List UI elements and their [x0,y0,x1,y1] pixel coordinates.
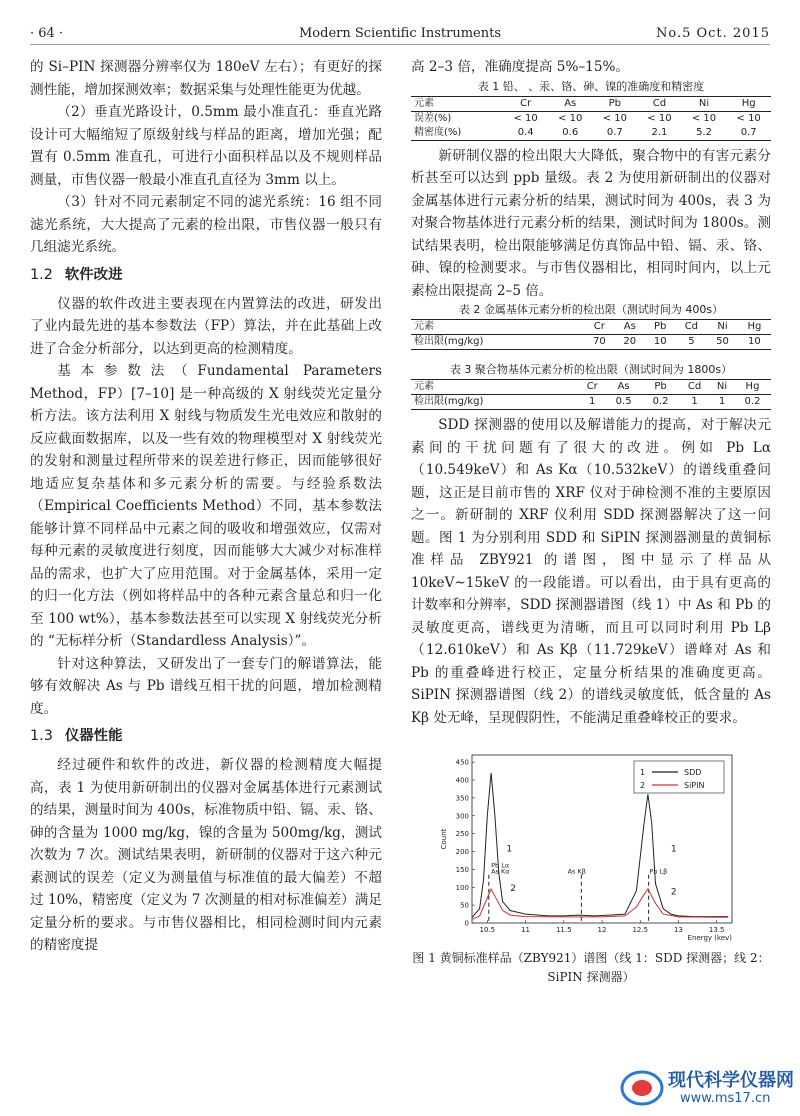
table-header-cell: Hg [747,321,762,332]
x-tick-label: 12.5 [632,926,649,934]
y-tick-label: 100 [455,883,469,892]
figure-1 [436,747,746,945]
page-number: · 64 · [30,26,64,41]
chart-annotation: 1 [670,844,677,855]
chart-annotation: Pb Lα [491,861,510,870]
table-header-cell: As [617,381,630,392]
table-header-cell: Ni [717,321,728,332]
logo-text: 现代科学仪器网 [668,1070,794,1091]
table-cell: < 10 [691,112,717,124]
table-cell: 1 [691,396,698,407]
table-cell: 检出限(mg/kg) [414,336,484,347]
y-tick-label: 350 [455,794,469,803]
table-cell: 70 [592,336,606,347]
table-row [411,335,771,350]
paragraph: 高 2–3 倍，准确度提高 5%–15%。 [411,59,629,75]
legend-label: SiPIN [684,781,705,790]
paragraph: 的 Si–PIN 探测器分辨率仅为 180eV 左右）；有更好的探测性能，增加探测效率；数据采集与处理性能更为优越。 [30,59,382,98]
paragraph: SDD 探测器的使用以及解谱能力的提高，对于解决元素间的干扰问题有了很大的改进。例如 Pb Lα（10.549keV）和 As Kα（10.532keV）的谱线重叠问题，这正是目前市售的 XRF 仪对于砷检测不准的主要原因之一。新研制的 XRF 仪利用 SDD 探测器解决了这一问题。图 1 为分别利用 SDD 和 SiPIN 探测器测量的黄铜标准样品 ZBY921 的谱图，图中显示了样品从 10keV~15keV 的一段能谱。可以看出，由于具有更高的计数率和分辨率，SDD 探测器谱图（线 1）中 As 和 Pb 的灵敏度更高，谱线更为清晰，而且可以同时利用 Pb Lβ（12.610keV）和 As Kβ（11.729keV）谱峰对 As 和 Pb 的重叠峰进行校正，定量分析结果的准确度更高。SiPIN 探测器谱图（线 2）的谱线灵敏度低，低含量的 As Kβ 处无峰，呈现假阴性，不能满足重叠峰校正的要求。 [411,417,771,726]
table-row [411,111,771,126]
table-3 [411,379,771,410]
table-header-cell: Ni [716,381,728,392]
table-cell: 精密度(%) [414,126,462,138]
table-cell: 1 [718,396,726,407]
x-tick-label: 10.5 [479,926,496,934]
right-column [411,56,771,987]
table-cell: 0.5 [615,396,632,407]
table-header-cell: Pb [608,97,622,109]
table-header-cell: 元素 [414,97,434,109]
paragraph: 新研制仪器的检出限大大降低，聚合物中的有害元素分析甚至可以达到 ppb 量级。表 2 为使用新研制出的仪器对金属基体进行元素分析的结果，测试时间为 400s，表 3 为对聚合物基体进行元素分析的结果，测试时间为 1800s。测试结果表明，检出限能够满足仿真饰品中铅、镉、汞、铬、砷、镍的检测要求。与市售仪器相比，相同时间内，以上元素检出限提高 2–5 倍。 [411,147,771,299]
y-tick-label: 200 [455,848,469,857]
y-axis-label: Count [440,828,448,850]
table-cell: < 10 [736,112,761,124]
table-row [411,126,771,141]
y-tick-label: 150 [455,865,469,874]
y-tick-label: 50 [460,901,469,910]
issue-info: No.5 Oct. 2015 [655,26,770,41]
left-column [30,56,382,957]
table-header-cell: As [623,321,636,332]
site-logo [620,1066,792,1110]
chart-annotation: As Kβ [567,867,586,876]
y-tick-label: 400 [455,776,469,785]
table-header-cell: Ni [698,97,710,109]
table-cell: 0.7 [740,126,757,138]
table-cell: 2.1 [651,126,668,138]
legend-number: 1 [640,768,646,777]
table-cell: 0.6 [562,126,579,138]
x-tick-label: 11.5 [555,926,572,934]
table-3-caption: 表 3 聚合物基体元素分析的检出限（测试时间为 1800s） [449,363,733,376]
table-cell: 0.4 [517,126,534,138]
x-tick-label: 13 [674,926,683,934]
table-header-cell: Cr [593,321,605,332]
table-header-cell: Hg [745,381,760,392]
table-2 [411,319,771,350]
x-tick-label: 11 [521,926,530,934]
table-cell: 10 [653,336,667,347]
figure-1-caption: 图 1 黄铜标准样品（ZBY921）谱图（线 1：SDD 探测器；线 2：SiPIN 探测器） [412,951,770,984]
logo-mark-icon [620,1068,664,1108]
x-axis-label: Energy (kev) [687,934,732,942]
y-tick-label: 250 [455,830,469,839]
table-header-cell: Cr [586,381,598,392]
logo-url: www.ms17.cn [680,1091,771,1106]
table-cell: 0.7 [606,126,623,138]
table-header-cell: Cd [652,97,667,109]
y-tick-label: 450 [455,758,469,767]
x-tick-label: 13.5 [708,926,725,934]
chart-annotation: As Kα [491,867,510,876]
table-cell: < 10 [558,112,583,124]
table-header-cell: Pb [654,381,667,392]
paragraph: 基本参数法（Fundamental Parameters Method，FP）[7–10] 是一种高级的 X 射线荧光定量分析方法。该方法利用 X 射线与物质发生光电效应和散射的反应截面数据库，以及一些有效的物理模型对 X 射线荧光的发射和测量过程所带来的误差进行修正，因而能够很好地适应复杂基体和多元素分析的需要。与经验系数法（Empirical Coefficients Method）不同，基本参数法能够计算不同样品中元素之间的吸收和增强效应，仅需对每种元素的灵敏度进行刻度，因而能够大大减少对标准样品的需求，也扩大了应用范围。对于金属基体，采用一定的归一化方法（例如将样品中的各种元素含量总和归一化至 100 wt%），基本参数法甚至可以实现 X 射线荧光分析的 “无标样分析（Standardless Analysis）”。 [30,363,382,649]
table-cell: 20 [623,336,637,347]
paragraph: 经过硬件和软件的改进，新仪器的检测精度大幅提高，表 1 为使用新研制出的仪器对金属基体进行元素测试的结果，测量时间为 400s，标准物质中铅、镉、汞、铬、砷的含量为 1000 mg/kg，镍的含量为 500mg/kg，测试次数为 7 次。测试结果表明，新研制的仪器对于这六种元素测试的误差（定义为测量值与标准值的最大偏差）不超过 10%，精密度（定义为 7 次测量的相对标准偏差）满足定量分析的要求。与市售仪器相比，相同检测时间内元素的精密度提 [30,757,382,953]
table-cell: < 10 [513,112,538,124]
table-header-cell: 元素 [414,381,434,392]
table-1-caption: 表 1 铅、 、汞、铬、砷、镍的准确度和精密度 [477,79,705,93]
table-header-cell: Hg [741,97,756,109]
table-header-cell: As [564,97,577,109]
paragraph: （2）垂直光路设计，0.5mm 最小准直孔：垂直光路设计可大幅缩短了原级射线与样品的距离，增加光强；配置有 0.5mm 准直孔，可进行小面积样品以及不规则样品测量，市售仪器一般最小准直孔直径为 3mm 以上。 [30,104,382,188]
chart-annotation: Pb Lβ [649,867,668,876]
paragraph: 针对这种算法，又研发出了一套专门的解谱算法，能够有效解决 As 与 Pb 谱线互相干扰的问题，增加检测精度。 [30,655,382,717]
table-header-cell: 元素 [414,321,434,332]
table-cell: 误差(%) [414,112,452,124]
table-row [411,395,771,410]
table-1 [411,96,771,141]
section-heading-1-3: 1.3 仪器性能 [30,728,123,744]
chart-annotation: 2 [670,887,677,898]
legend-box [634,761,724,793]
table-header-cell: Pb [654,321,667,332]
table-cell: 0.2 [744,396,761,407]
table-cell: 5.2 [696,126,712,138]
journal-title: Modern Scientific Instruments [298,26,502,41]
paragraph: （3）针对不同元素制定不同的滤光系统：16 组不同滤光系统，大大提高了元素的检出限，市售仪器一般只有几组滤光系统。 [30,194,382,255]
page-header [30,26,770,45]
table-cell: 50 [716,336,729,347]
table-cell: 5 [688,336,695,347]
y-tick-label: 300 [455,812,469,821]
table-2-caption: 表 2 金属基体元素分析的检出限（测试时间为 400s） [458,303,724,316]
table-cell: < 10 [647,112,672,124]
table-cell: 10 [748,336,761,347]
section-heading-1-2: 1.2 软件改进 [30,266,123,283]
paragraph: 仪器的软件改进主要表现在内置算法的改进，研发出了业内最先进的基本参数法（FP）算法，并在此基础上改进了合金分析部分，以达到更高的检测精度。 [30,295,382,357]
table-cell: 0.2 [652,396,669,407]
table-cell: < 10 [602,112,627,124]
legend-label: SDD [684,768,702,777]
spectrum-chart [436,747,746,945]
chart-annotation: 1 [506,844,513,855]
table-header-cell: Cr [520,97,532,109]
y-tick-label: 0 [464,919,469,928]
table-cell: 检出限(mg/kg) [414,396,484,407]
table-header-cell: Cd [687,381,702,392]
table-cell: 1 [589,396,596,407]
x-tick-label: 12 [597,926,607,934]
table-header-cell: Cd [684,321,699,332]
legend-number: 2 [640,781,646,790]
chart-annotation: 2 [510,883,516,894]
